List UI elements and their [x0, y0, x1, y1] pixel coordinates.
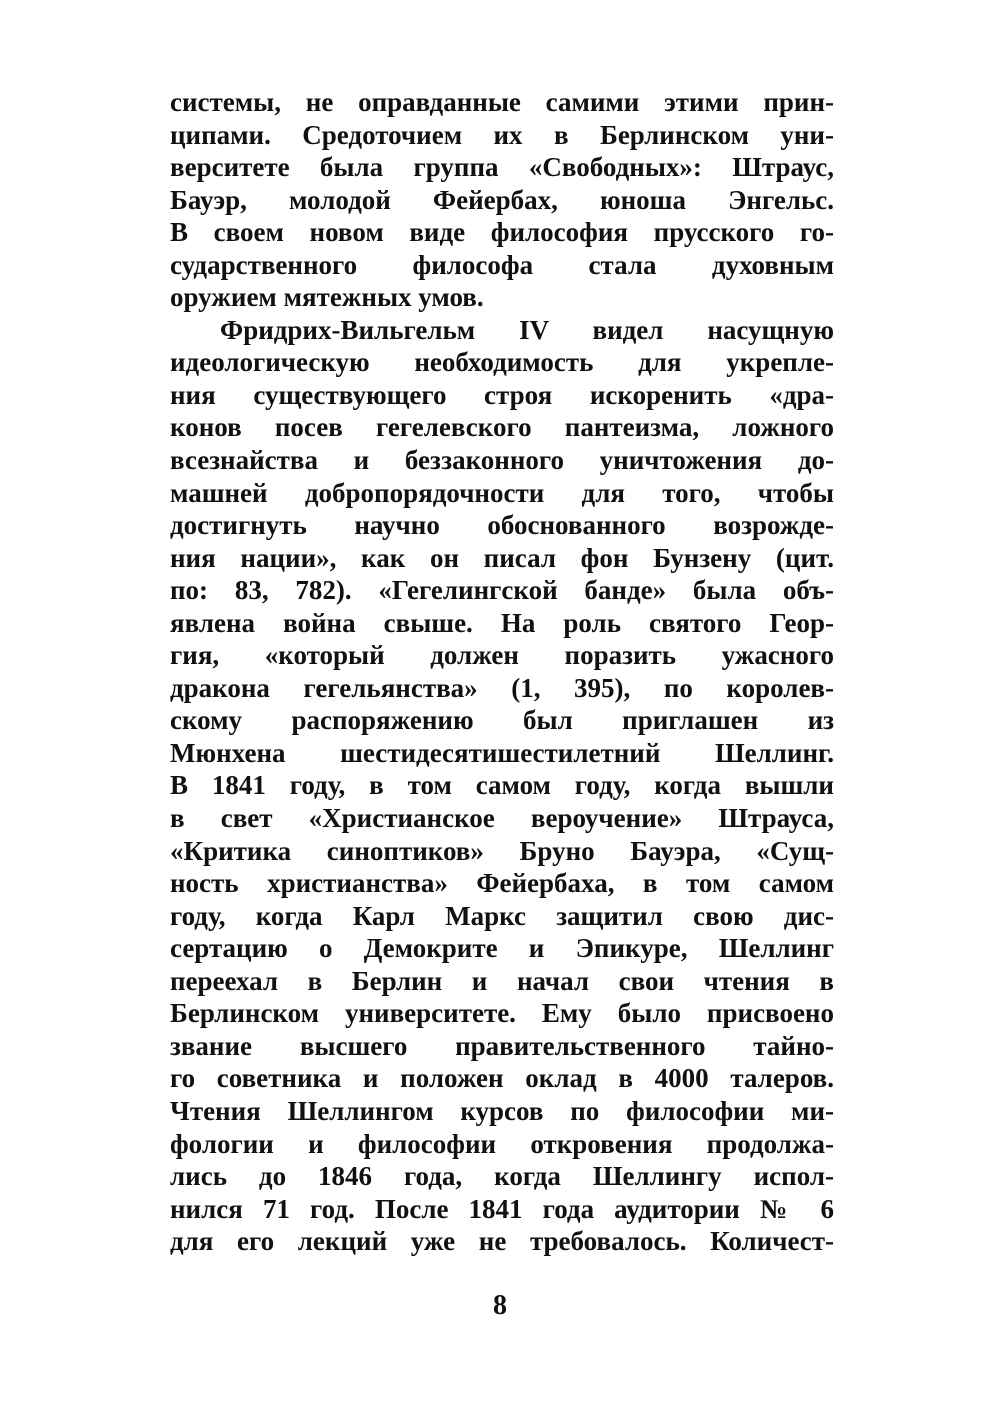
- text-line: нился 71 год. После 1841 года аудитории № 6: [170, 1193, 834, 1224]
- text-line: для его лекций уже не требовалось. Количест-: [170, 1226, 834, 1257]
- text-line: сертацию о Демокрите и Эпикуре, Шеллинг: [170, 933, 834, 964]
- text-line: ципами. Средоточием их в Берлинском уни-: [170, 119, 834, 150]
- text-line: ность христианства» Фейербаха, в том самом: [170, 868, 834, 899]
- text-line: сударственного философа стала духовным: [170, 249, 834, 280]
- text-line: конов посев гегелевского пантеизма, ложного: [170, 412, 834, 443]
- text-line: идеологическую необходимость для укрепле-: [170, 347, 834, 378]
- body-text: [170, 86, 834, 1258]
- text-line: лись до 1846 года, когда Шеллингу испол-: [170, 1161, 834, 1192]
- text-line: В своем новом виде философия прусского го-: [170, 217, 834, 248]
- text-line: фологии и философии откровения продолжа-: [170, 1128, 834, 1159]
- text-line: по: 83, 782). «Гегелингской банде» была объ-: [170, 575, 834, 606]
- text-line: ния нации», как он писал фон Бунзену (цит.: [170, 542, 834, 573]
- text-line: всезнайства и беззаконного уничтожения до-: [170, 445, 834, 476]
- text-line: В 1841 году, в том самом году, когда вышли: [170, 770, 834, 801]
- text-line: Берлинском университете. Ему было присвоено: [170, 998, 834, 1029]
- text-line: системы, не оправданные самими этими прин-: [170, 87, 834, 117]
- text-line: Фридрих-Вильгельм IV видел насущную: [220, 314, 834, 345]
- text-line: Чтения Шеллингом курсов по философии ми-: [170, 1095, 834, 1126]
- text-line: «Критика синоптиков» Бруно Бауэра, «Сущ-: [170, 835, 834, 866]
- text-line: явлена война свыше. На роль святого Геор-: [170, 607, 834, 638]
- text-line: скому распоряжению был приглашен из: [170, 705, 834, 736]
- text-line: верситете была группа «Свободных»: Штраус,: [170, 152, 834, 183]
- text-line: Бауэр, молодой Фейербах, юноша Энгельс.: [170, 184, 834, 215]
- text-line: в свет «Христианское вероучение» Штрауса,: [170, 803, 834, 834]
- text-line: оружием мятежных умов.: [170, 282, 484, 313]
- text-line: году, когда Карл Маркс защитил свою дис-: [170, 900, 834, 931]
- page-number: 8: [493, 1290, 507, 1321]
- text-line: ния существующего строя искоренить «дра-: [170, 379, 834, 410]
- text-line: го советника и положен оклад в 4000 талеров.: [170, 1063, 834, 1094]
- text-line: Мюнхена шестидесятишестилетний Шеллинг.: [170, 737, 834, 768]
- text-line: гия, «который должен поразить ужасного: [170, 640, 834, 671]
- text-line: звание высшего правительственного тайно-: [170, 1030, 834, 1061]
- text-line: переехал в Берлин и начал свои чтения в: [170, 965, 834, 996]
- text-line: достигнуть научно обоснованного возрожде-: [170, 510, 834, 541]
- text-line: машней добропорядочности для того, чтобы: [170, 477, 834, 508]
- text-line: дракона гегельянства» (1, 395), по королев-: [170, 672, 834, 703]
